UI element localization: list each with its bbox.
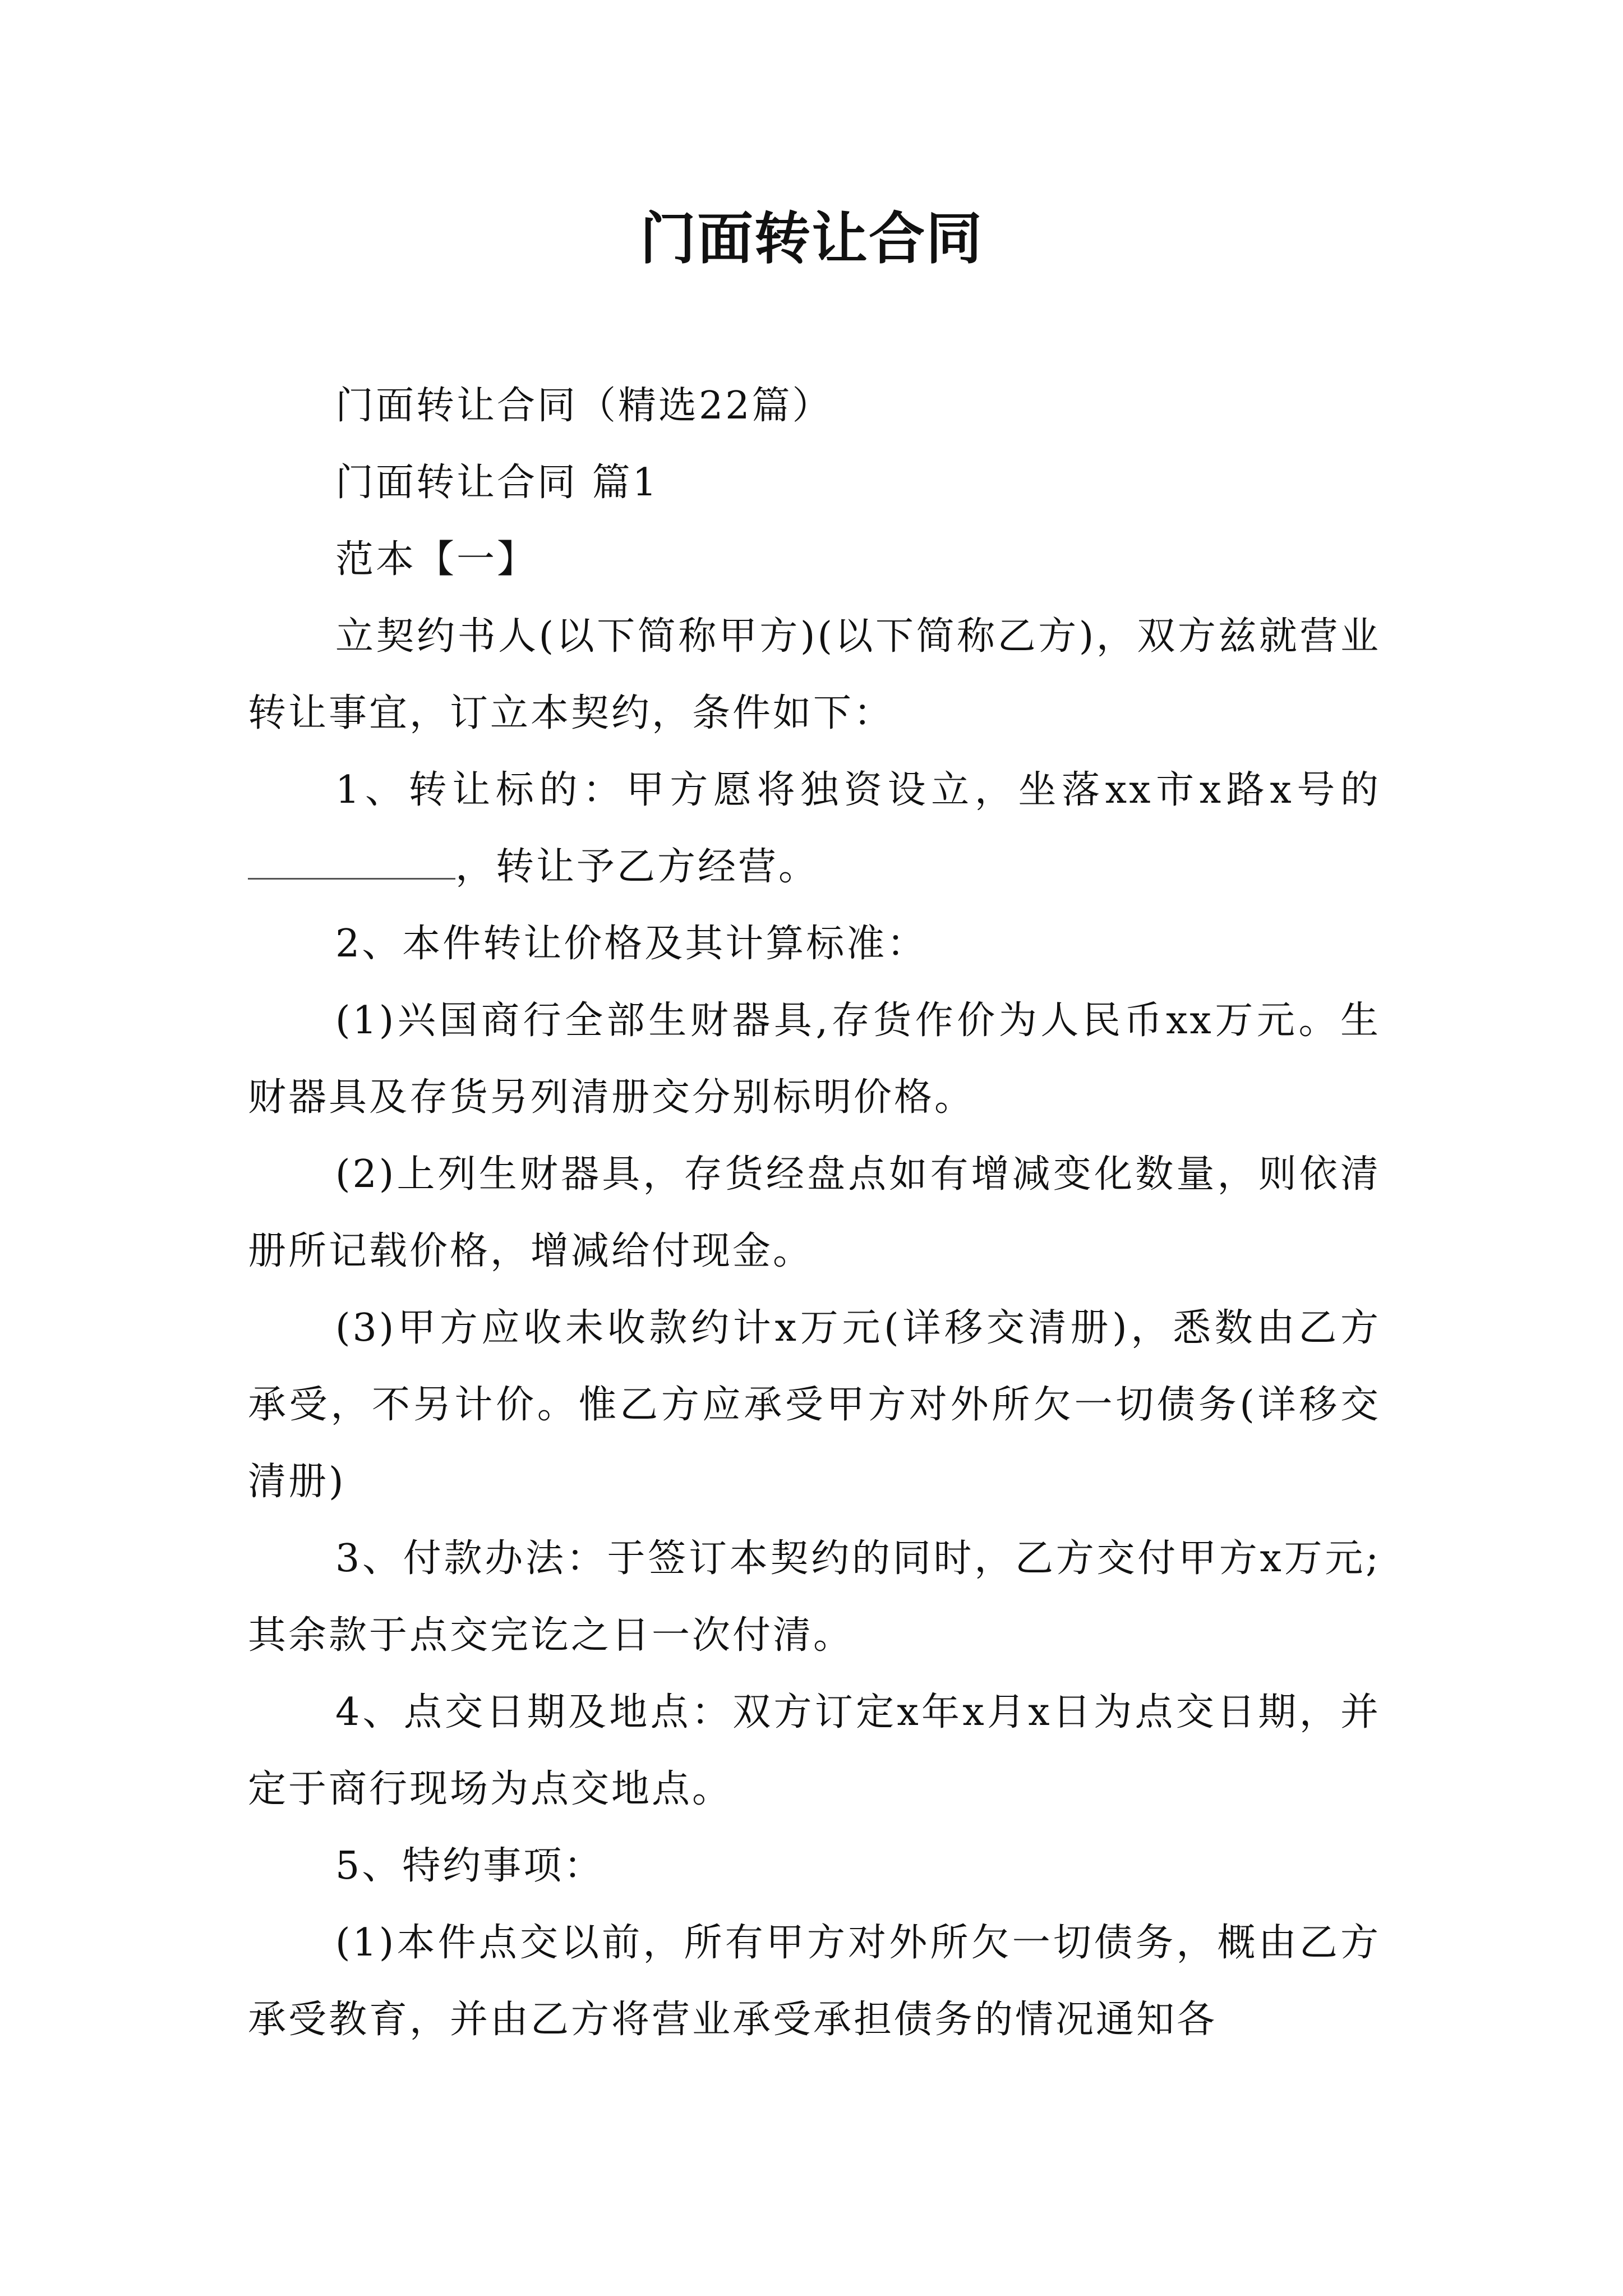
document-body xyxy=(248,367,1381,2058)
paragraph-preamble: 立契约书人(以下简称甲方)(以下简称乙方)，双方兹就营业转让事宜，订立本契约，条件如下： xyxy=(248,614,1381,735)
clause-1-text-before-blank: 1、转让标的：甲方愿将独资设立，坐落xx市x路x号的 xyxy=(335,768,1381,812)
paragraph-clause-3: 3、付款办法：于签订本契约的同时，乙方交付甲方x万元;其余款于点交完讫之日一次付清。 xyxy=(248,1536,1381,1658)
paragraph-clause-5-1: (1)本件点交以前，所有甲方对外所欠一切债务，概由乙方承受教育，并由乙方将营业承受承担债务的情况通知各 xyxy=(248,1921,1381,2042)
document-title: 门面转让合同 xyxy=(640,205,983,272)
paragraph-clause-2-1: (1)兴国商行全部生财器具,存货作价为人民币xx万元。生财器具及存货另列清册交分别标明价格。 xyxy=(248,999,1381,1120)
paragraph-clause-2: 2、本件转让价格及其计算标准： xyxy=(335,922,928,966)
paragraph-section-heading: 门面转让合同 篇1 xyxy=(335,461,659,505)
paragraph-clause-4: 4、点交日期及地点：双方订定x年x月x日为点交日期，并定于商行现场为点交地点。 xyxy=(248,1690,1381,1811)
paragraph-clause-5: 5、特约事项： xyxy=(335,1844,605,1888)
paragraph-clause-1 xyxy=(248,752,1381,905)
paragraph-subtitle: 门面转让合同（精选22篇） xyxy=(335,384,833,428)
paragraph-clause-2-2: (2)上列生财器具，存货经盘点如有增减变化数量，则依清册所记载价格，增减给付现金。 xyxy=(248,1152,1381,1273)
clause-1-text-after-blank: ，转让予乙方经营。 xyxy=(455,845,819,889)
paragraph-template-label: 范本【一】 xyxy=(335,537,538,582)
paragraph-clause-2-3: (3)甲方应收未收款约计x万元(详移交清册)，悉数由乙方承受，不另计价。惟乙方应承受甲方对外所欠一切债务(详移交清册) xyxy=(248,1306,1381,1504)
fill-in-blank-line xyxy=(248,844,455,880)
